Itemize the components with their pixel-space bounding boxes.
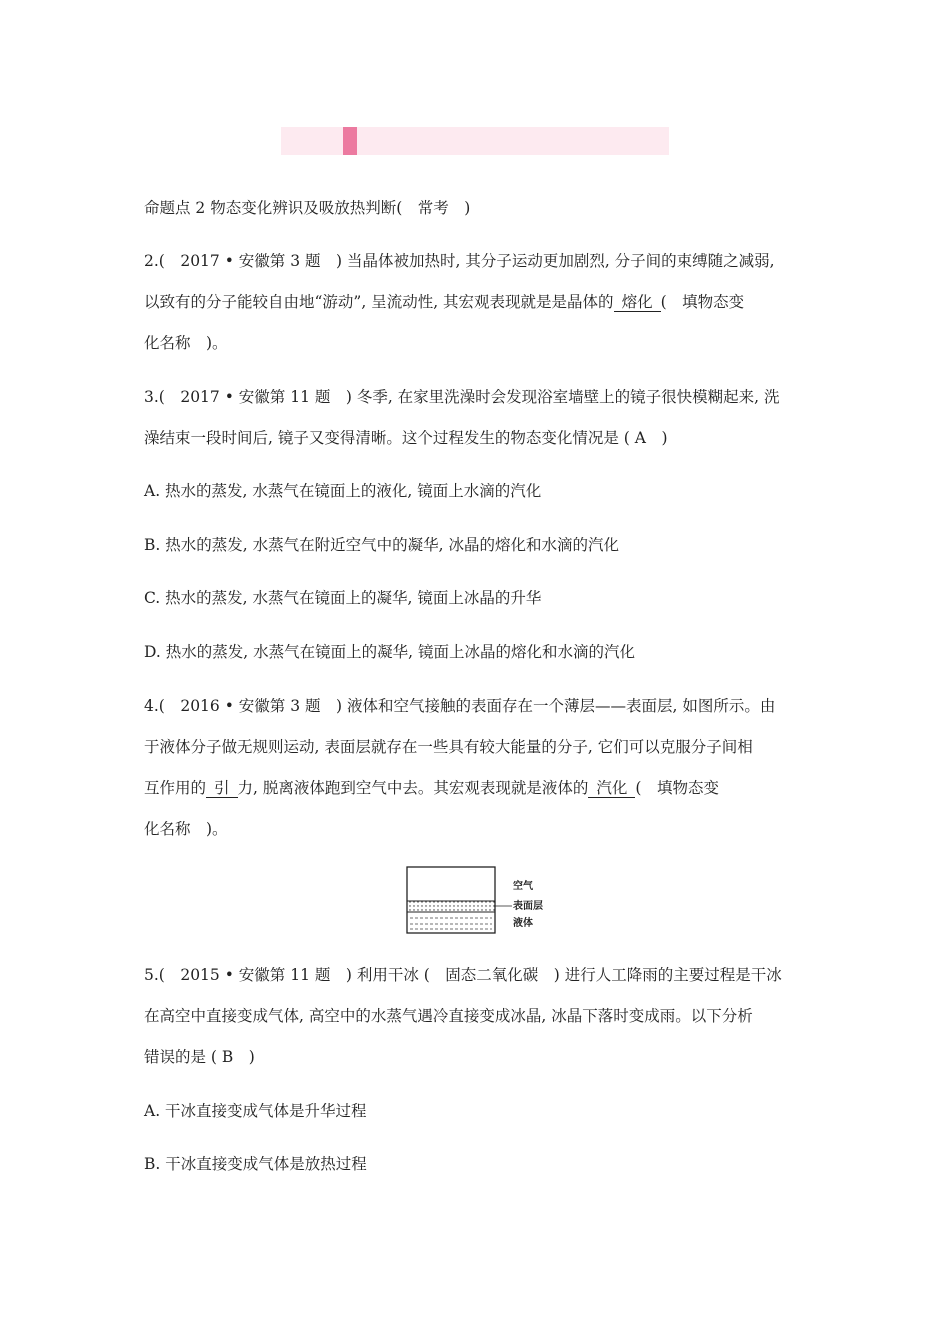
q5-line2: 在高空中直接变成气体, 高空中的水蒸气遇冷直接变成冰晶, 冰晶下落时变成雨。以下分析 [144, 1007, 753, 1025]
q3-option-a: A. 热水的蒸发, 水蒸气在镜面上的液化, 镜面上水滴的汽化 [144, 482, 542, 500]
q4-line3-pre: 互作用的 [144, 779, 207, 797]
q4-line3-post: ( 填物态变 [635, 779, 719, 797]
q3-line2: 澡结束一段时间后, 镜子又变得清晰。这个过程发生的物态变化情况是 ( A ) [144, 429, 668, 447]
label-liquid: 液体 [513, 918, 533, 929]
label-air: 空气 [513, 881, 533, 892]
q2-line2 [144, 292, 744, 312]
q2-line3: 化名称 )。 [144, 334, 228, 352]
q4-line3-mid: 力, 脱离液体跑到空气中去。其宏观表现就是液体的 [237, 779, 589, 797]
q4-line1: 4.( 2016 • 安徽第 3 题 ) 液体和空气接触的表面存在一个薄层——表面层, 如图所示。由 [144, 697, 776, 715]
q5-line3: 错误的是 ( B ) [144, 1048, 255, 1066]
q2-line2-pre: 以致有的分子能较自由地“游动”, 呈流动性, 其宏观表现就是是晶体的 [144, 293, 614, 311]
q3-line1: 3.( 2017 • 安徽第 11 题 ) 冬季, 在家里洗澡时会发现浴室墙壁上的镜子很快模糊起来, 洗 [144, 388, 780, 406]
q3-option-b: B. 热水的蒸发, 水蒸气在附近空气中的凝华, 冰晶的熔化和水滴的汽化 [144, 536, 619, 554]
surface-layer-band [408, 901, 495, 912]
q3-option-c: C. 热水的蒸发, 水蒸气在镜面上的凝华, 镜面上冰晶的升华 [144, 589, 542, 607]
q4-answer-blank-2: 汽化 [588, 779, 635, 798]
section-title: 命题点 2 物态变化辨识及吸放热判断( 常考 ) [144, 199, 471, 217]
q2-line1: 2.( 2017 • 安徽第 3 题 ) 当晶体被加热时, 其分子运动更加剧烈, 分子间的束缚随之减弱, [144, 252, 775, 270]
container-outline [407, 867, 495, 933]
q4-line3 [144, 778, 719, 798]
header-banner [281, 127, 669, 155]
q3-option-d: D. 热水的蒸发, 水蒸气在镜面上的凝华, 镜面上冰晶的熔化和水滴的汽化 [144, 643, 635, 661]
banner-accent-mark [343, 127, 357, 155]
q4-line2: 于液体分子做无规则运动, 表面层就存在一些具有较大能量的分子, 它们可以克服分子间相 [144, 738, 753, 756]
q4-answer-blank-1: 引 [206, 779, 238, 798]
q5-line1: 5.( 2015 • 安徽第 11 题 ) 利用干冰 ( 固态二氧化碳 ) 进行人工降雨的主要过程是干冰 [144, 966, 782, 984]
surface-layer-diagram [400, 864, 560, 936]
q5-option-a: A. 干冰直接变成气体是升华过程 [144, 1102, 367, 1120]
label-surface-layer: 表面层 [513, 901, 543, 912]
q5-option-b: B. 干冰直接变成气体是放热过程 [144, 1155, 367, 1173]
q2-answer-blank: 熔化 [614, 293, 661, 312]
q2-line2-post: ( 填物态变 [660, 293, 745, 311]
q4-line4: 化名称 )。 [144, 820, 228, 838]
